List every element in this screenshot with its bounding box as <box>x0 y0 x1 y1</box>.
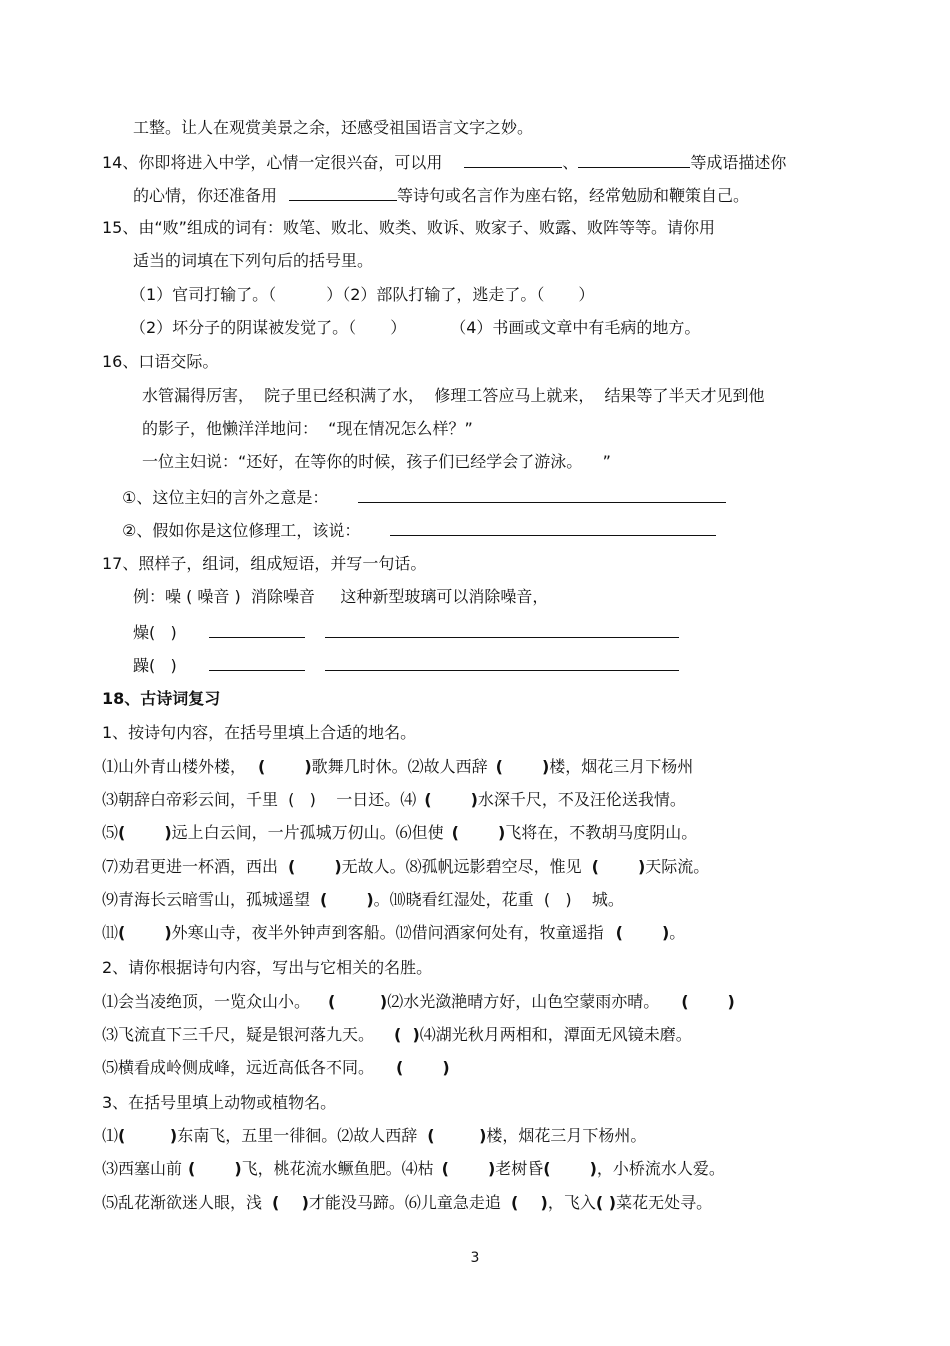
text: 老树昏 <box>495 1159 544 1178</box>
paren-blank[interactable]: ( ) <box>258 757 312 776</box>
paren-blank[interactable]: ( ) <box>118 923 172 942</box>
text: ） <box>578 285 595 304</box>
text: ）（2）部队打输了，逃走了。（ <box>326 285 545 304</box>
text: 燥( ) <box>133 623 177 642</box>
text: 17、照样子，组词，组成短语，并写一句话。 <box>102 554 427 573</box>
text: ⑵水光潋滟晴方好，山色空蒙雨亦晴。 <box>387 992 660 1011</box>
section-2-row2 <box>102 1025 692 1045</box>
section-2-row1 <box>102 992 735 1012</box>
text: 飞，桃花流水鳜鱼肥。⑷枯 <box>241 1159 434 1178</box>
section-1-row6 <box>102 923 685 943</box>
text: 楼，烟花三月下杨州 <box>549 757 694 776</box>
text: 1、按诗句内容，在括号里填上合适的地名。 <box>102 723 417 742</box>
text: ⑺劝君更进一杯酒，西出 <box>102 857 279 876</box>
paren-blank[interactable]: ( ) <box>396 1058 450 1077</box>
question-14 <box>102 152 786 173</box>
text: 才能没马蹄。⑹儿童急走追 <box>308 1193 501 1212</box>
blank[interactable] <box>464 152 562 168</box>
text: 例：噪 ( 噪音 ) 消除噪音 这种新型玻璃可以消除噪音， <box>133 587 549 606</box>
text: ，飞入 <box>547 1193 596 1212</box>
blank[interactable] <box>578 152 690 168</box>
section-1-row2 <box>102 790 686 810</box>
question-16-para1 <box>142 386 765 406</box>
text: 适当的词填在下列句后的括号里。 <box>133 251 374 270</box>
paren-blank[interactable]: ( ) <box>615 923 670 942</box>
text: 水管漏得厉害， 院子里已经积满了水， 修理工答应马上就来， 结果等了半天才见到他 <box>142 386 765 405</box>
text: 一位主妇说：“还好，在等你的时候，孩子们已经学会了游泳。 ” <box>142 452 611 471</box>
section-1-row3 <box>102 823 697 843</box>
question-15-line2 <box>133 251 373 271</box>
paren-blank[interactable]: ( ) <box>495 757 550 776</box>
text: ⑾ <box>102 923 119 942</box>
text: ⑴山外青山楼外楼， <box>102 757 247 776</box>
blank[interactable] <box>209 622 305 638</box>
intro-line <box>133 118 533 138</box>
paren-blank[interactable]: ( ) <box>441 1159 496 1178</box>
text: 无故人。⑻孤帆远影碧空尽，惟见 <box>341 857 582 876</box>
text: ⑷湖光秋月两相和，潭面无风镜未磨。 <box>419 1025 692 1044</box>
blank[interactable] <box>325 622 679 638</box>
section-2-row3 <box>102 1058 450 1078</box>
text: ⑶朝辞白帝彩云间，千里 ( ) 一日还。⑷ <box>102 790 417 809</box>
question-16-para2 <box>142 419 473 439</box>
text: ⑸乱花渐欲迷人眼，浅 <box>102 1193 263 1212</box>
text: 外寒山寺，夜半外钟声到客船。⑿借问酒家何处有，牧童遥指 <box>171 923 604 942</box>
question-14-line2 <box>133 185 749 206</box>
section-1-row4 <box>102 857 709 877</box>
question-15 <box>102 218 715 238</box>
section-1-row5 <box>102 890 624 910</box>
text: ，小桥流水人爱。 <box>596 1159 725 1178</box>
paren-blank[interactable]: ( ) <box>328 992 388 1011</box>
paren-blank[interactable]: ( ) <box>188 1159 242 1178</box>
section-3-row3 <box>102 1193 712 1213</box>
text: ⑸横看成岭侧成峰，远近高低各不同。 <box>102 1058 375 1077</box>
text: 东南飞，五里一徘徊。⑵故人西辞 <box>177 1126 418 1145</box>
question-17 <box>102 554 426 574</box>
question-16-sub2 <box>122 520 716 541</box>
text: ⑶西塞山前 <box>102 1159 183 1178</box>
paren-blank[interactable]: ( ) <box>272 1193 309 1212</box>
section-1-title <box>102 723 416 743</box>
text: 等成语描述你 <box>690 153 787 172</box>
text: 的心情，你还准备用 <box>133 186 278 205</box>
question-18 <box>102 689 220 709</box>
text: 16、口语交际。 <box>102 352 219 371</box>
text: 3、在括号里填上动物或植物名。 <box>102 1093 337 1112</box>
question-17-example <box>133 587 548 607</box>
question-17-row1 <box>133 622 679 643</box>
text: （1）官司打输了。（ <box>130 285 277 304</box>
text: 飞将在，不教胡马度阴山。 <box>505 823 698 842</box>
text: ⑼青海长云暗雪山，孤城遥望 <box>102 890 311 909</box>
question-16-sub1 <box>122 487 726 508</box>
text: 、 <box>562 153 579 172</box>
text: 2、请你根据诗句内容，写出与它相关的名胜。 <box>102 958 433 977</box>
text: 歌舞几时休。⑵故人西辞 <box>311 757 488 776</box>
question-15-item2 <box>130 318 700 338</box>
paren-blank[interactable]: ( ) <box>510 1193 548 1212</box>
paren-blank[interactable]: ( ) <box>591 857 646 876</box>
text: 。 <box>669 923 686 942</box>
text: （2）坏分子的阴谋被发觉了。（ <box>130 318 357 337</box>
text: 。⑽晓看红湿处，花重 ( ) 城。 <box>373 890 624 909</box>
question-17-row2 <box>133 655 679 676</box>
text: 14、你即将进入中学，心情一定很兴奋，可以用 <box>102 153 443 172</box>
question-16 <box>102 352 218 372</box>
text: 工整。让人在观赏美景之余，还感受祖国语言文字之妙。 <box>133 118 534 137</box>
blank[interactable] <box>289 185 397 201</box>
answer-line[interactable] <box>390 520 716 536</box>
section-3-title <box>102 1093 336 1113</box>
blank[interactable] <box>209 655 305 671</box>
text: 远上白云间，一片孤城万仞山。⑹但使 <box>171 823 444 842</box>
paren-blank[interactable]: ( ) <box>595 1193 617 1212</box>
section-1-row1 <box>102 757 693 777</box>
page-number: 3 <box>470 1250 480 1266</box>
text: 躁( ) <box>133 656 177 675</box>
text: ⑴会当凌绝顶，一览众山小。 <box>102 992 311 1011</box>
paren-blank[interactable]: ( ) <box>288 857 342 876</box>
text: ①、这位主妇的言外之意是： <box>122 488 329 507</box>
answer-line[interactable] <box>358 487 726 503</box>
text: 楼，烟花三月下杨州。 <box>486 1126 647 1145</box>
paren-blank[interactable]: ( ) <box>543 1159 597 1178</box>
text: 18、古诗词复习 <box>102 689 221 708</box>
paren-blank[interactable]: ( ) <box>451 823 506 842</box>
paren-blank[interactable]: ( ) <box>394 1025 420 1044</box>
text: 的影子，他懒洋洋地问： “现在情况怎么样？” <box>142 419 473 438</box>
section-3-row1 <box>102 1126 646 1146</box>
question-15-item1 <box>130 285 594 305</box>
text: 天际流。 <box>645 857 710 876</box>
section-3-row2 <box>102 1159 725 1179</box>
text: ②、假如你是这位修理工，该说： <box>122 521 361 540</box>
text: 等诗句或名言作为座右铭，经常勉励和鞭策自己。 <box>397 186 750 205</box>
paren-blank[interactable]: ( ) <box>320 890 374 909</box>
question-16-para3 <box>142 452 611 472</box>
text: ⑶飞流直下三千尺，疑是银河落九天。 <box>102 1025 375 1044</box>
text: 15、由“败”组成的词有：败笔、败北、败类、败诉、败家子、败露、败阵等等。请你用 <box>102 218 715 237</box>
text: （4）书画或文章中有毛病的地方。 <box>450 318 701 337</box>
paren-blank[interactable]: ( ) <box>118 1126 178 1145</box>
text: ⑸ <box>102 823 119 842</box>
text: ⑴ <box>102 1126 119 1145</box>
paren-blank[interactable]: ( ) <box>681 992 735 1011</box>
paren-blank[interactable]: ( ) <box>118 823 172 842</box>
text: 水深千尺，不及汪伦送我情。 <box>477 790 686 809</box>
blank[interactable] <box>325 655 679 671</box>
text: ） <box>390 318 407 337</box>
paren-blank[interactable]: ( ) <box>427 1126 487 1145</box>
section-2-title <box>102 958 432 978</box>
text: 菜花无处寻。 <box>616 1193 713 1212</box>
paren-blank[interactable]: ( ) <box>424 790 478 809</box>
